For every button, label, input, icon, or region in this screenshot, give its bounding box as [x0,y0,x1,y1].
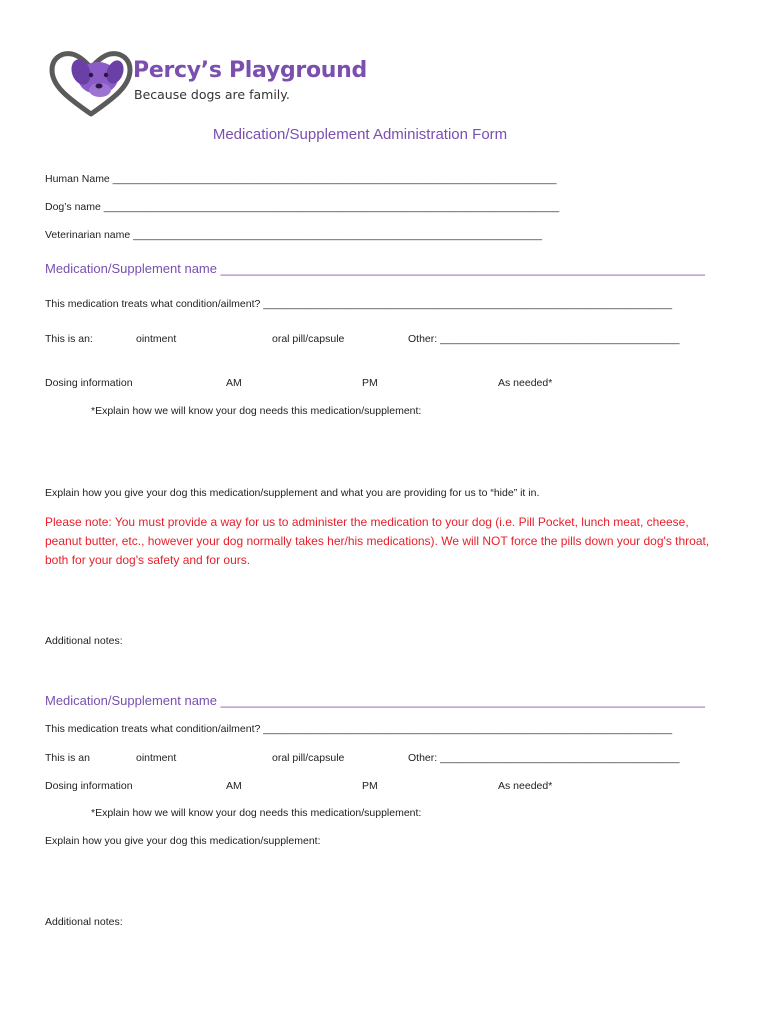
brand-name: Percy’s Playground [133,58,367,83]
med1-option-ointment[interactable]: ointment [136,333,177,345]
med1-explain-need: *Explain how we will know your dog needs this medication/supplement: [91,405,422,417]
med2-explain-give: Explain how you give your dog this medication/supplement: [45,835,321,847]
med1-type-label: This is an: [45,333,93,345]
med1-option-other[interactable]: Other: _________________________________________ [408,333,680,345]
med2-dose-as-needed[interactable]: As needed* [498,780,553,792]
brand-tagline: Because dogs are family. [134,87,290,102]
heart-dog-icon [48,48,134,118]
med2-dose-pm[interactable]: PM [362,780,378,792]
med2-dose-am[interactable]: AM [226,780,242,792]
med1-dose-am[interactable]: AM [226,377,242,389]
vet-name-field[interactable]: Veterinarian name ______________________________________________________________________ [45,229,542,241]
med1-condition-field[interactable]: This medication treats what condition/ailment? ______________________________________________________________________ [45,298,673,310]
med1-name-field[interactable]: Medication/Supplement name ___________________________________________________________________ [45,261,706,276]
dog-name-field[interactable]: Dog’s name ______________________________________________________________________________ [45,201,560,213]
med1-option-pill[interactable]: oral pill/capsule [272,333,345,345]
human-name-field[interactable]: Human Name ____________________________________________________________________________ [45,173,557,185]
med1-dosing-label: Dosing information [45,377,133,389]
med1-dose-pm[interactable]: PM [362,377,378,389]
med2-option-pill[interactable]: oral pill/capsule [272,752,345,764]
med1-additional-notes: Additional notes: [45,635,123,647]
form-title: Medication/Supplement Administration Form [212,126,508,143]
med2-name-field[interactable]: Medication/Supplement name ___________________________________________________________________ [45,693,706,708]
warning-note: Please note: You must provide a way for us to administer the medication to your dog (i.e. Pill Pocket, lunch meat, cheese, peanut butter, etc., however your dog normally takes her/his medications). We will NOT force the pills down your dog's throat, both for your dog's safety and for ours. [45,515,710,567]
med2-option-other[interactable]: Other: _________________________________________ [408,752,680,764]
med2-type-label: This is an [45,752,90,764]
med2-additional-notes: Additional notes: [45,916,123,928]
med2-option-ointment[interactable]: ointment [136,752,177,764]
med2-dosing-label: Dosing information [45,780,133,792]
med1-explain-give: Explain how you give your dog this medication/supplement and what you are providing for us to “hide” it in. [45,487,540,499]
med1-dose-as-needed[interactable]: As needed* [498,377,553,389]
med2-condition-field[interactable]: This medication treats what condition/ailment? ______________________________________________________________________ [45,723,673,735]
med2-explain-need: *Explain how we will know your dog needs this medication/supplement: [91,807,422,819]
